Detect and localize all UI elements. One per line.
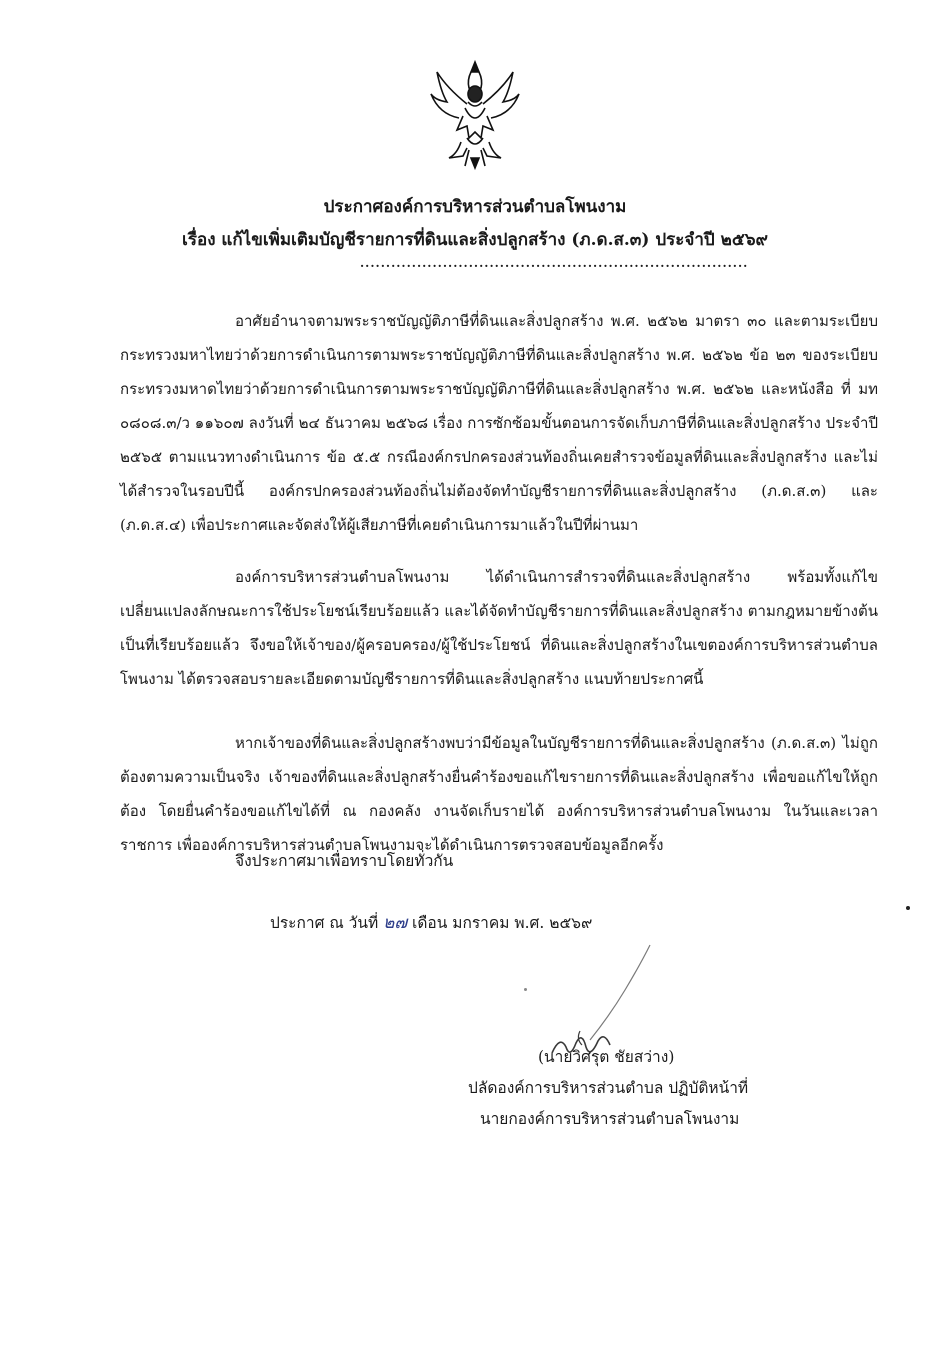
ink-speck [906, 906, 910, 910]
ink-speck [524, 988, 527, 991]
announcement-date [270, 909, 592, 936]
date-day-handwritten: ๒๗ [383, 913, 408, 933]
separator-line: ........................................................................... [360, 256, 749, 270]
date-prefix: ประกาศ ณ วันที่ [270, 914, 379, 932]
signatory-name: (นายวิศรุต ชัยสว่าง) [538, 1048, 675, 1066]
announcement-subject: เรื่อง แก้ไขเพิ่มเติมบัญชีรายการที่ดินและสิ่งปลูกสร้าง (ภ.ด.ส.๓) ประจำปี ๒๕๖๙ [182, 230, 768, 250]
garuda-emblem-icon [427, 58, 523, 170]
body-paragraph-1: อาศัยอำนาจตามพระราชบัญญัติภาษีที่ดินและสิ่งปลูกสร้าง พ.ศ. ๒๕๖๒ มาตรา ๓๐ และตามระเบียบกระทรวงมหาไทยว่าด้วยการดำเนินการตามพระราชบัญญัติภาษีที่ดินและสิ่งปลูกสร้าง พ.ศ. ๒๕๖๒ ข้อ ๒๓ ของระเบียบกระทรวงมหาดไทยว่าด้วยการดำเนินการตามพระราชบัญญัติภาษีที่ดินและสิ่งปลูกสร้าง พ.ศ. ๒๕๖๒ และหนังสือ ที่ มท ๐๘๐๘.๓/ว ๑๑๖๐๗ ลงวันที่ ๒๔ ธันวาคม ๒๕๖๘ เรื่อง การซักซ้อมขั้นตอนการจัดเก็บภาษีที่ดินและสิ่งปลูกสร้าง ประจำปี ๒๕๖๕ ตามแนวทางดำเนินการ ข้อ ๕.๕ กรณีองค์กรปกครองส่วนท้องถิ่นเคยสำรวจข้อมูลที่ดินและสิ่งปลูกสร้าง และไม่ได้สำรวจในรอบปีนี้ องค์กรปกครองส่วนท้องถิ่นไม่ต้องจัดทำบัญชีรายการที่ดินและสิ่งปลูกสร้าง (ภ.ด.ส.๓) และ (ภ.ด.ส.๔) เพื่อประกาศและจัดส่งให้ผู้เสียภาษีที่เคยดำเนินการมาแล้วในปีที่ผ่านมา [120, 312, 878, 534]
signatory-position-2: นายกองค์การบริหารส่วนตำบลโพนงาม [480, 1110, 740, 1128]
signatory-position-1: ปลัดองค์การบริหารส่วนตำบล ปฏิบัติหน้าที่ [468, 1079, 749, 1097]
closing-statement: จึงประกาศมาเพื่อทราบโดยทั่วกัน [235, 852, 454, 870]
body-paragraph-2: องค์การบริหารส่วนตำบลโพนงาม ได้ดำเนินการสำรวจที่ดินและสิ่งปลูกสร้าง พร้อมทั้งแก้ไขเปลี่ยนแปลงลักษณะการใช้ประโยชน์เรียบร้อยแล้ว และได้จัดทำบัญชีรายการที่ดินและสิ่งปลูกสร้าง ตามกฎหมายข้างต้นเป็นที่เรียบร้อยแล้ว จึงขอให้เจ้าของ/ผู้ครอบครอง/ผู้ใช้ประโยชน์ ที่ดินและสิ่งปลูกสร้างในเขตองค์การบริหารส่วนตำบลโพนงาม ได้ตรวจสอบรายละเอียดตามบัญชีรายการที่ดินและสิ่งปลูกสร้าง แนบท้ายประกาศนี้ [120, 568, 878, 688]
body-paragraph-3: หากเจ้าของที่ดินและสิ่งปลูกสร้างพบว่ามีข้อมูลในบัญชีรายการที่ดินและสิ่งปลูกสร้าง (ภ.ด.ส.๓) ไม่ถูกต้องตามความเป็นจริง เจ้าของที่ดินและสิ่งปลูกสร้างยื่นคำร้องขอแก้ไขรายการที่ดินและสิ่งปลูกสร้าง เพื่อขอแก้ไขให้ถูกต้อง โดยยื่นคำร้องขอแก้ไขได้ที่ ณ กองคลัง งานจัดเก็บรายได้ องค์การบริหารส่วนตำบลโพนงาม ในวันและเวลาราชการ เพื่อองค์การบริหารส่วนตำบลโพนงามจะได้ดำเนินการตรวจสอบข้อมูลอีกครั้ง [120, 734, 878, 854]
date-suffix: เดือน มกราคม พ.ศ. ๒๕๖๙ [412, 914, 593, 932]
announcement-title: ประกาศองค์การบริหารส่วนตำบลโพนงาม [323, 197, 627, 217]
